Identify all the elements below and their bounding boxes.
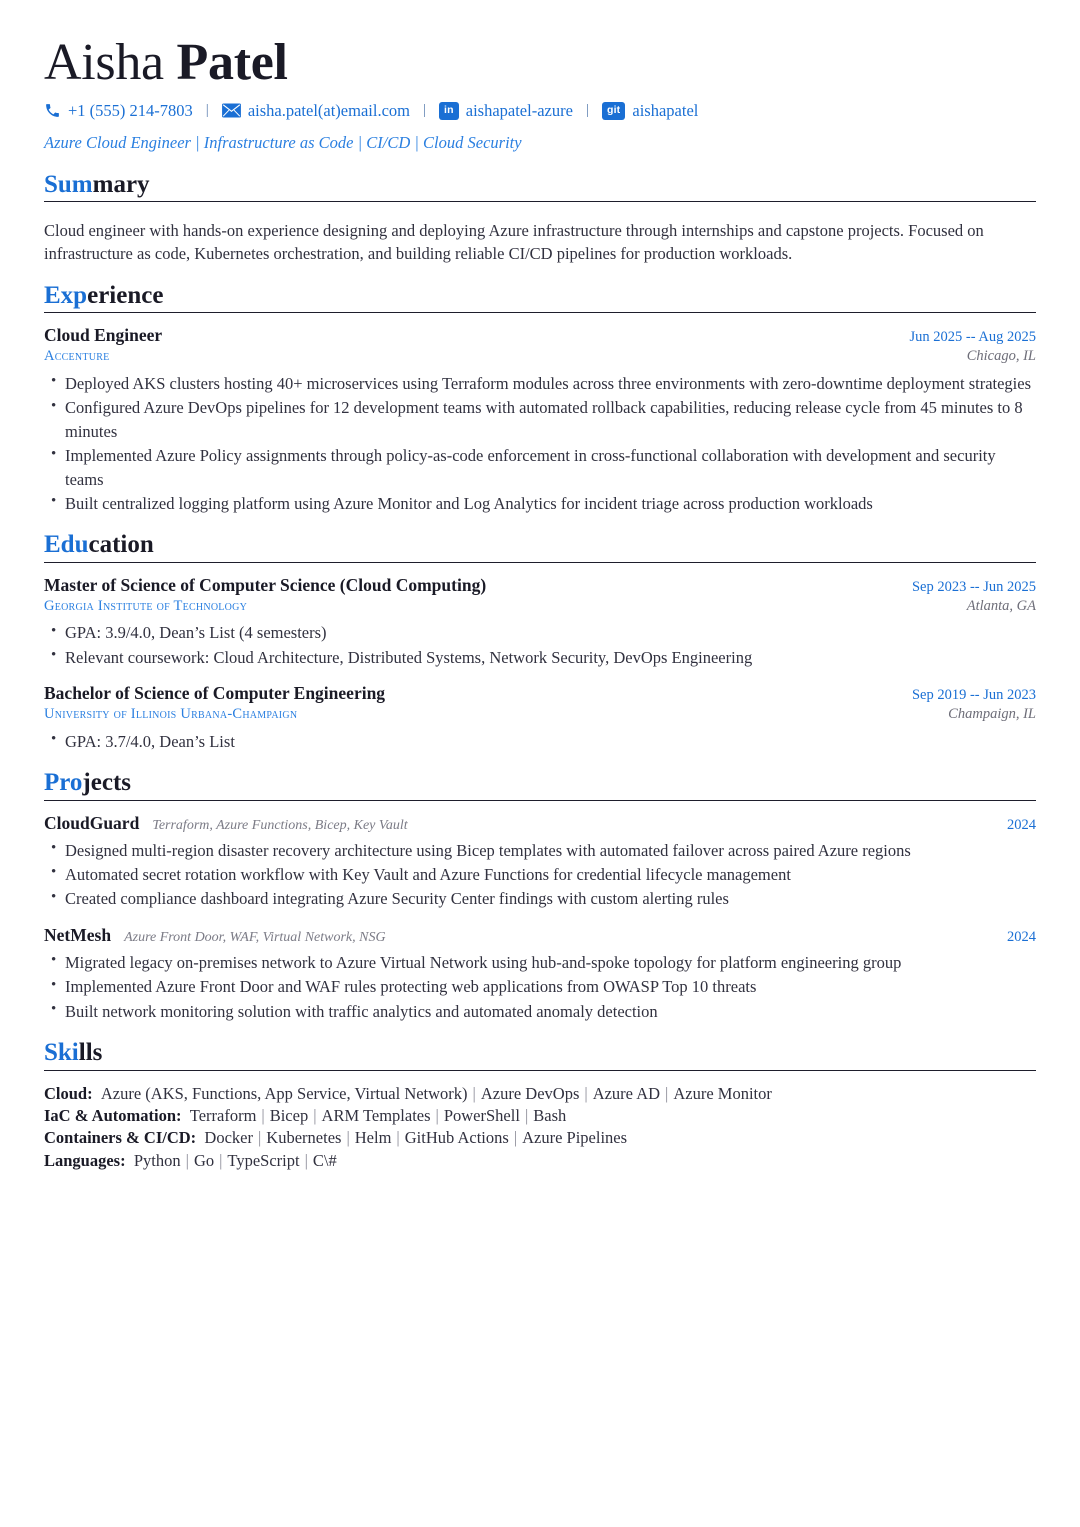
git-badge-icon: git xyxy=(602,102,625,120)
degree-date: Sep 2023 -- Jun 2025 xyxy=(911,578,1036,595)
education-bullet: • GPA: 3.7/4.0, Dean’s List xyxy=(44,730,1036,753)
project-year: 2024 xyxy=(1007,928,1036,945)
education-bullet: • GPA: 3.9/4.0, Dean’s List (4 semesters) xyxy=(44,621,1036,644)
project-entry-title-group xyxy=(44,813,408,834)
project-entry xyxy=(44,813,1036,911)
contact-git-label: aishapatel xyxy=(632,100,699,120)
job-title: Cloud Engineer xyxy=(44,325,163,346)
phone-icon xyxy=(44,102,61,119)
job-organization: Accenture xyxy=(44,348,110,365)
contact-separator: | xyxy=(585,102,589,119)
project-name: NetMesh xyxy=(44,924,112,945)
education-entry xyxy=(44,683,1036,753)
section-rule xyxy=(44,562,1036,563)
candidate-first-name: Aisha xyxy=(44,34,164,91)
skill-item: Azure Monitor xyxy=(673,1083,772,1103)
section-title-rest: cation xyxy=(88,531,154,559)
project-entry-title-group xyxy=(44,925,386,946)
education-entry-header xyxy=(44,683,1036,705)
skill-separator: | xyxy=(524,1106,529,1126)
section-rule xyxy=(44,312,1036,313)
job-bullet: • Configured Azure DevOps pipelines for 12 development teams with automated rollback capabilities, reducing release cycle from 45 minutes to 8 minutes xyxy=(44,396,1036,443)
skill-item: GitHub Actions xyxy=(404,1128,509,1148)
section-education xyxy=(44,531,1036,753)
section-title-summary xyxy=(44,171,1036,199)
project-entry-header xyxy=(44,813,1036,834)
school-name: University of Illinois Urbana-Champaign xyxy=(44,706,298,723)
experience-entry-subheader xyxy=(44,347,1036,367)
skill-separator: | xyxy=(185,1150,189,1170)
skill-separator: | xyxy=(472,1083,476,1103)
skill-category-label: Cloud: xyxy=(44,1083,93,1103)
skill-separator: | xyxy=(665,1083,669,1103)
project-bullet-list xyxy=(44,951,1036,1023)
contact-email[interactable] xyxy=(222,101,410,121)
skill-item: Bicep xyxy=(269,1106,309,1126)
skill-separator: | xyxy=(396,1128,400,1148)
contact-git[interactable] xyxy=(602,101,698,121)
skill-category-label: Containers & CI/CD: xyxy=(44,1128,197,1148)
contact-linkedin-label: aishapatel-azure xyxy=(465,100,573,120)
contact-phone-label: +1 (555) 214-7803 xyxy=(68,100,193,120)
section-rule xyxy=(44,1070,1036,1071)
candidate-tagline: Azure Cloud Engineer | Infrastructure as Code | CI/CD | Cloud Security xyxy=(44,132,522,152)
skill-separator: | xyxy=(584,1083,588,1103)
linkedin-badge-icon: in xyxy=(439,102,459,120)
skill-separator: | xyxy=(304,1150,308,1170)
skill-item: Azure AD xyxy=(592,1083,661,1103)
section-title-rest: mary xyxy=(92,170,150,198)
candidate-last-name: Patel xyxy=(176,34,288,91)
section-title-accent: Edu xyxy=(44,531,89,559)
skill-item: Kubernetes xyxy=(266,1128,342,1148)
section-title-skills xyxy=(44,1039,1036,1067)
skill-separator: | xyxy=(219,1150,223,1170)
section-summary xyxy=(44,171,1036,266)
job-bullet-list xyxy=(44,372,1036,516)
contact-email-label: aisha.patel(at)email.com xyxy=(247,100,410,120)
section-title-projects xyxy=(44,769,1036,797)
candidate-name xyxy=(44,36,1036,91)
skill-separator: | xyxy=(313,1106,317,1126)
education-entry xyxy=(44,575,1036,669)
skills-list xyxy=(44,1083,1036,1173)
school-location: Atlanta, GA xyxy=(966,597,1036,614)
section-skills xyxy=(44,1039,1036,1172)
skill-row xyxy=(44,1105,1036,1127)
section-title-accent: Ski xyxy=(44,1039,79,1067)
section-title-accent: Pro xyxy=(44,769,83,797)
envelope-icon xyxy=(222,103,241,118)
project-bullet: • Built network monitoring solution with traffic analytics and automated anomaly detection xyxy=(44,1000,1036,1023)
skill-separator: | xyxy=(261,1106,265,1126)
contact-linkedin[interactable] xyxy=(439,101,573,121)
section-title-accent: Sum xyxy=(44,170,93,198)
skill-category-label: Languages: xyxy=(44,1150,126,1170)
skill-row xyxy=(44,1127,1036,1149)
project-bullet-list xyxy=(44,839,1036,911)
project-tech-stack: Terraform, Azure Functions, Bicep, Key Vault xyxy=(152,817,408,833)
education-bullet-list xyxy=(44,621,1036,669)
project-tech-stack: Azure Front Door, WAF, Virtual Network, NSG xyxy=(124,929,386,945)
skill-item: Go xyxy=(193,1150,215,1170)
job-bullet: • Built centralized logging platform using Azure Monitor and Log Analytics for incident triage across production workloads xyxy=(44,492,1036,515)
skill-row xyxy=(44,1083,1036,1105)
degree-date: Sep 2019 -- Jun 2023 xyxy=(911,687,1036,704)
section-rule xyxy=(44,201,1036,202)
skill-item: TypeScript xyxy=(227,1150,300,1170)
skill-row xyxy=(44,1150,1036,1172)
section-projects xyxy=(44,769,1036,1023)
project-bullet: • Implemented Azure Front Door and WAF rules protecting web applications from OWASP Top 10 threats xyxy=(44,975,1036,998)
contact-phone[interactable] xyxy=(44,101,193,121)
project-entry-header xyxy=(44,925,1036,946)
skill-item: Docker xyxy=(204,1128,253,1148)
section-title-rest: jects xyxy=(82,769,131,797)
skill-item: Azure Pipelines xyxy=(522,1128,628,1148)
skill-separator: | xyxy=(435,1106,439,1126)
education-entry-subheader xyxy=(44,705,1036,725)
section-title-accent: Exp xyxy=(44,281,88,309)
project-entry xyxy=(44,925,1036,1023)
skill-separator: | xyxy=(257,1128,262,1148)
summary-text: Cloud engineer with hands-on experience designing and deploying Azure infrastructure through internships and capstone projects. Focused on infrastructure as code, Kubernetes orchestration, and building reliable CI/CD pipelines for production workloads. xyxy=(44,220,984,264)
education-bullet: • Relevant coursework: Cloud Architecture, Distributed Systems, Network Security, DevOps Engineering xyxy=(44,646,1036,669)
section-experience xyxy=(44,282,1036,515)
section-title-experience xyxy=(44,282,1036,310)
skill-item: C\# xyxy=(312,1150,337,1170)
skill-item: Bash xyxy=(533,1106,567,1126)
skill-item: Azure DevOps xyxy=(480,1083,580,1103)
resume-header xyxy=(44,36,1036,153)
project-name: CloudGuard xyxy=(44,812,140,833)
project-bullet: • Created compliance dashboard integrating Azure Security Center findings with custom alerting rules xyxy=(44,887,1036,910)
project-bullet: • Designed multi-region disaster recovery architecture using Bicep templates with automated failover across paired Azure regions xyxy=(44,839,1036,862)
job-bullet: • Implemented Azure Policy assignments through policy-as-code enforcement in cross-functional collaboration with development and security teams xyxy=(44,444,1036,491)
job-date: Jun 2025 -- Aug 2025 xyxy=(909,329,1036,346)
section-title-education xyxy=(44,531,1036,559)
degree-title: Bachelor of Science of Computer Engineering xyxy=(44,683,386,704)
skill-item: Terraform xyxy=(189,1106,257,1126)
contact-separator: | xyxy=(423,102,427,119)
project-bullet: • Automated secret rotation workflow with Key Vault and Azure Functions for credential lifecycle management xyxy=(44,863,1036,886)
education-bullet-list xyxy=(44,730,1036,753)
experience-entry-header xyxy=(44,325,1036,347)
contact-separator: | xyxy=(205,102,209,119)
skill-separator: | xyxy=(346,1128,350,1148)
section-title-rest: erience xyxy=(87,281,164,309)
education-entry-header xyxy=(44,575,1036,597)
contact-line xyxy=(44,101,1036,121)
skill-category-label: IaC & Automation: xyxy=(44,1106,182,1126)
skill-item: Helm xyxy=(354,1128,392,1148)
section-title-rest: lls xyxy=(78,1039,103,1067)
skill-item: PowerShell xyxy=(443,1106,520,1126)
project-bullet: • Migrated legacy on-premises network to Azure Virtual Network using hub-and-spoke topology for platform engineering group xyxy=(44,951,1036,974)
skill-item: Azure (AKS, Functions, App Service, Virtual Network) xyxy=(100,1083,468,1103)
school-name: Georgia Institute of Technology xyxy=(44,597,248,614)
job-location: Chicago, IL xyxy=(966,348,1036,365)
experience-entry xyxy=(44,325,1036,515)
project-year: 2024 xyxy=(1007,816,1036,833)
degree-title: Master of Science of Computer Science (Cloud Computing) xyxy=(44,574,487,595)
skill-item: Python xyxy=(133,1150,181,1170)
skill-item: ARM Templates xyxy=(321,1106,431,1126)
job-bullet: • Deployed AKS clusters hosting 40+ microservices using Terraform modules across three environments with zero-downtime deployment strategies xyxy=(44,372,1036,395)
section-rule xyxy=(44,800,1036,801)
education-entry-subheader xyxy=(44,597,1036,617)
school-location: Champaign, IL xyxy=(948,706,1036,723)
skill-separator: | xyxy=(513,1128,518,1148)
